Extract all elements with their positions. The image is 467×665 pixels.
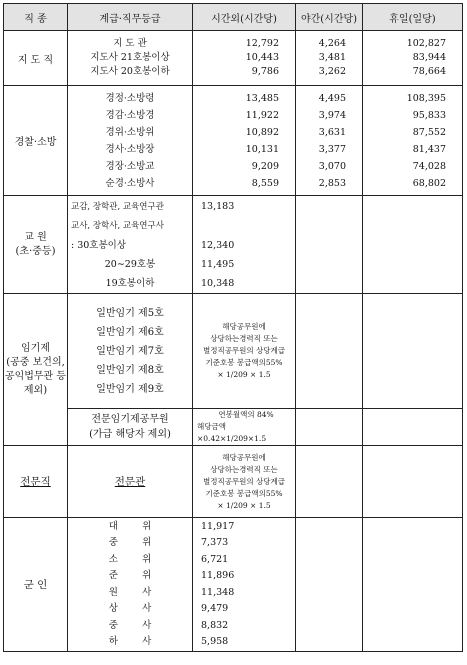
night-limgi-empty — [296, 294, 363, 409]
grade-cell: 하 사 — [108, 636, 152, 647]
header-category: 직 종 — [4, 4, 68, 31]
category-limgi — [4, 294, 68, 446]
grade-cell: 지도사 20호봉이하 — [90, 66, 170, 77]
grade-cell: (가급 해당자 제외) — [89, 429, 171, 440]
header-overtime: 시간외(시간당) — [193, 4, 296, 31]
holiday-limgi-pro-empty — [363, 409, 463, 446]
night-jidojik — [296, 31, 363, 86]
night-police — [296, 86, 363, 196]
header-row — [4, 4, 463, 31]
holiday-limgi-empty — [363, 294, 463, 409]
value-cell: 13,183 — [201, 200, 235, 212]
value-cell: 3,974 — [318, 109, 346, 121]
value-cell: 5,958 — [201, 636, 229, 647]
value-cell: 9,209 — [251, 160, 279, 172]
row-limgi — [4, 294, 463, 409]
note-line: 해당공무원에 — [222, 452, 266, 462]
holiday-teacher-empty — [363, 196, 463, 294]
header-night: 야간(시간당) — [296, 4, 363, 31]
value-cell: 6,721 — [201, 553, 229, 565]
grade-cell: : 30호봉이상 — [71, 239, 127, 251]
grade-cell: 경사·소방장 — [105, 143, 155, 155]
row-military — [4, 518, 463, 652]
value-cell: 3,377 — [318, 143, 346, 155]
grade-cell: 지 도 관 — [113, 38, 147, 49]
grade-cell: 대 위 — [108, 520, 152, 532]
value-cell: 11,896 — [201, 570, 235, 581]
grade-cell: 20∼29호봉 — [104, 258, 156, 270]
row-teacher — [4, 196, 463, 294]
row-jidojik — [4, 31, 463, 86]
grade-cell: 순경·소방사 — [105, 177, 155, 189]
value-cell: 108,395 — [406, 92, 446, 104]
grade-cell: 경감·소방경 — [105, 109, 155, 121]
holiday-jidojik — [363, 31, 463, 86]
value-cell: 10,131 — [245, 143, 279, 155]
grade-cell: 원 사 — [108, 586, 152, 598]
note-line: 연봉월액의 84% — [218, 410, 274, 419]
value-cell: 12,340 — [201, 239, 235, 251]
row-limgi-pro — [4, 409, 463, 446]
note-expert — [193, 446, 296, 518]
grade-cell: 교감, 장학관, 교육연구관 — [71, 201, 164, 212]
holiday-military-empty — [363, 518, 463, 652]
night-expert-empty — [296, 446, 363, 518]
note-limgi — [193, 294, 296, 409]
holiday-police — [363, 86, 463, 196]
note-line: × 1/209 × 1.5 — [217, 370, 271, 379]
value-cell: 4,495 — [318, 92, 346, 104]
grade-cell: 일반임기 제5호 — [96, 307, 164, 319]
night-military-empty — [296, 518, 363, 652]
category-jidojik: 지 도 직 — [4, 31, 68, 86]
grade-cell: 경정·소방령 — [105, 92, 155, 104]
overtime-police — [193, 86, 296, 196]
night-teacher-empty — [296, 196, 363, 294]
note-line: 별정직공무원의 상당계급 — [202, 476, 286, 486]
grade-cell: 전문임기제공무원 — [91, 414, 169, 425]
value-cell: 11,348 — [201, 586, 235, 598]
grade-cell: 일반임기 제6호 — [96, 326, 164, 338]
grades-jidojik — [68, 31, 193, 86]
grade-cell: 일반임기 제9호 — [96, 383, 164, 395]
note-line: 해당공무원에 — [222, 322, 266, 331]
value-cell: 12,792 — [245, 38, 279, 49]
value-cell: 11,495 — [201, 258, 235, 270]
value-cell: 11,922 — [245, 109, 279, 121]
note-line: 기준호봉 봉급액의55% — [205, 488, 283, 498]
grades-expert — [68, 446, 193, 518]
value-cell: 3,262 — [318, 66, 346, 77]
category-teacher — [4, 196, 68, 294]
value-cell: 7,373 — [201, 537, 229, 548]
grade-cell: 중 사 — [108, 619, 152, 631]
category-limgi-line: (공중 보건의, — [6, 356, 65, 368]
value-cell: 9,786 — [251, 66, 279, 77]
value-cell: 8,832 — [201, 619, 229, 631]
note-line: 해당금액×0.42×1/209×1.5 — [197, 422, 267, 443]
category-limgi-line: 공익법무관 등 — [4, 370, 67, 382]
value-cell: 4,264 — [318, 38, 346, 49]
value-cell: 102,827 — [406, 38, 446, 49]
value-cell: 95,833 — [412, 109, 446, 121]
grade-cell: 19호봉이하 — [105, 277, 155, 289]
note-line: 별정직공무원의 상당계급 — [202, 346, 286, 355]
holiday-expert-empty — [363, 446, 463, 518]
value-cell: 9,479 — [201, 603, 229, 614]
category-teacher-sub: (초·중등) — [15, 245, 56, 257]
grades-military — [68, 518, 193, 652]
value-cell: 78,664 — [412, 66, 446, 77]
overtime-teacher — [193, 196, 296, 294]
grade-cell: 준 위 — [108, 570, 152, 581]
value-cell: 87,552 — [412, 126, 446, 138]
value-cell: 8,559 — [251, 177, 279, 189]
header-grade: 계급·직무등급 — [68, 4, 193, 31]
grade-cell: 교사, 장학사, 교육연구사 — [71, 220, 164, 231]
value-cell: 10,443 — [245, 52, 279, 63]
value-cell: 74,028 — [412, 160, 446, 172]
grade-cell: 경장·소방교 — [105, 160, 155, 172]
note-line: 상당하는경력직 또는 — [210, 334, 278, 343]
category-expert-label: 전문직 — [20, 476, 51, 488]
grade-cell: 중 위 — [108, 537, 152, 548]
night-limgi-pro-empty — [296, 409, 363, 446]
row-expert — [4, 446, 463, 518]
category-expert — [4, 446, 68, 518]
value-cell — [201, 217, 295, 236]
note-line: 상당하는경력직 또는 — [210, 464, 278, 474]
grade-cell: 일반임기 제7호 — [96, 345, 164, 357]
grade-cell: 일반임기 제8호 — [96, 364, 164, 376]
row-police — [4, 86, 463, 196]
grade-cell: 경위·소방위 — [105, 126, 155, 138]
note-line: × 1/209 × 1.5 — [217, 500, 271, 510]
category-limgi-line: 임기제 — [21, 342, 50, 354]
value-cell: 10,892 — [245, 126, 279, 138]
allowance-table — [3, 3, 463, 652]
grade-cell: 상 사 — [108, 603, 152, 614]
value-cell: 11,917 — [201, 520, 235, 532]
grade-cell: 지도사 21호봉이상 — [90, 52, 170, 63]
note-limgi-pro — [193, 409, 296, 446]
value-cell: 83,944 — [412, 52, 446, 63]
value-cell: 3,481 — [318, 52, 346, 63]
value-cell: 10,348 — [201, 277, 235, 289]
category-military: 군 인 — [4, 518, 68, 652]
grades-police — [68, 86, 193, 196]
overtime-military — [193, 518, 296, 652]
category-teacher-label: 교 원 — [24, 231, 47, 243]
value-cell: 3,631 — [318, 126, 346, 138]
grade-cell: 소 위 — [108, 553, 152, 565]
overtime-jidojik — [193, 31, 296, 86]
note-line: 기준호봉 봉급액의55% — [205, 358, 283, 367]
grade-cell: 전문관 — [114, 476, 146, 488]
grades-teacher — [68, 196, 193, 294]
category-police: 경찰·소방 — [4, 86, 68, 196]
value-cell: 13,485 — [245, 92, 279, 104]
category-limgi-line: 제외) — [23, 384, 48, 396]
value-cell: 81,437 — [412, 143, 446, 155]
value-cell: 68,802 — [412, 177, 446, 189]
value-cell: 2,853 — [318, 177, 346, 189]
header-holiday: 휴일(일당) — [363, 4, 463, 31]
grades-limgi-pro — [68, 409, 193, 446]
value-cell: 3,070 — [318, 160, 346, 172]
grades-limgi — [68, 294, 193, 409]
